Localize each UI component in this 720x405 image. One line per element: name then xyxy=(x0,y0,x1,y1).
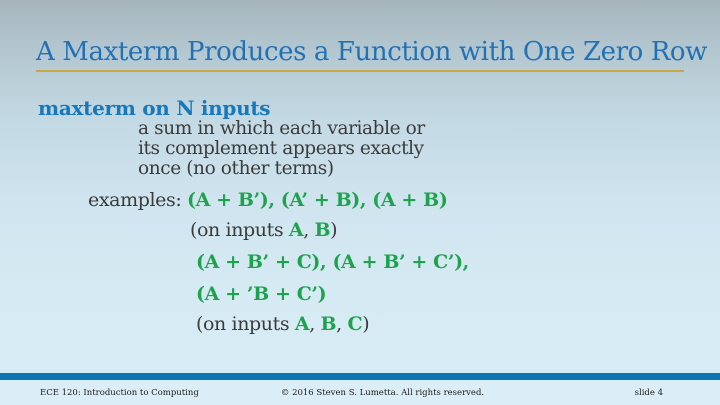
on-inputs-three-line xyxy=(196,313,369,335)
definition-line-3: once (no other terms) xyxy=(138,158,334,179)
two-input-maxterms: (A + B’), (A’ + B), (A + B) xyxy=(186,189,448,211)
on-two-prefix: (on inputs xyxy=(190,219,289,241)
on-three-close: ) xyxy=(362,313,370,335)
on-three-var-c: C xyxy=(347,313,363,335)
on-three-prefix: (on inputs xyxy=(196,313,295,335)
footer-accent-bar xyxy=(0,373,720,380)
definition-line-2: its complement appears exactly xyxy=(138,138,424,159)
three-input-maxterms-2: (A + ’B + C’) xyxy=(196,283,327,305)
on-three-var-b: B xyxy=(320,313,337,335)
footer-copyright: © 2016 Steven S. Lumetta. All rights reserved. xyxy=(280,388,485,398)
title-underline xyxy=(36,70,684,72)
footer xyxy=(0,380,720,405)
on-three-sep-2: , xyxy=(336,313,348,335)
on-two-close: ) xyxy=(330,219,338,241)
on-two-var-a: A xyxy=(288,219,304,241)
on-three-var-a: A xyxy=(294,313,310,335)
on-inputs-two-line xyxy=(190,219,337,241)
body-heading: maxterm on N inputs xyxy=(38,96,271,120)
definition-line-1: a sum in which each variable or xyxy=(138,118,425,139)
examples-line-two-input xyxy=(88,189,447,211)
slide-title: A Maxterm Produces a Function with One Zero Row xyxy=(36,37,708,67)
slide-number: slide 4 xyxy=(634,388,663,398)
three-input-maxterms-1: (A + B’ + C), (A + B’ + C’), xyxy=(196,251,469,273)
three-input-maxterms-line-1 xyxy=(196,251,469,273)
footer-course: ECE 120: Introduction to Computing xyxy=(40,388,199,398)
on-three-sep-1: , xyxy=(309,313,321,335)
examples-label: examples: xyxy=(88,189,187,211)
definition-text xyxy=(138,119,425,179)
three-input-maxterms-line-2 xyxy=(196,283,326,305)
on-two-var-b: B xyxy=(314,219,331,241)
on-two-sep: , xyxy=(303,219,315,241)
